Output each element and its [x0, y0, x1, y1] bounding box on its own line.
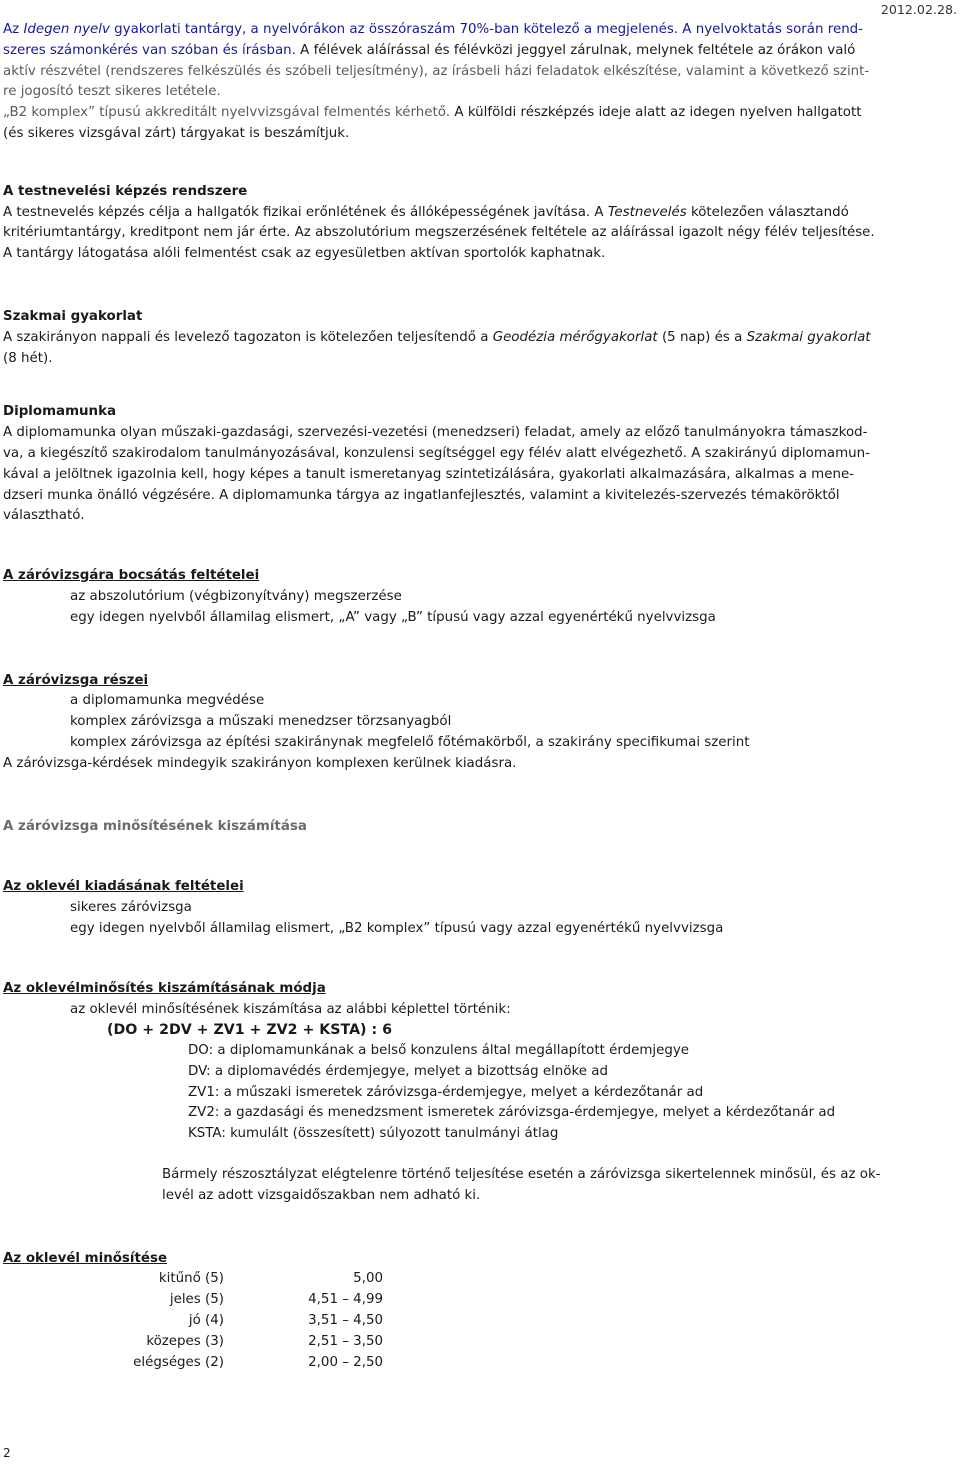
grade-row: közepes (3) 2,51 – 3,50: [146, 1333, 383, 1349]
list-item: az abszolutórium (végbizonyítvány) megszerzése: [70, 588, 402, 604]
section-heading: Szakmai gyakorlat: [3, 308, 143, 324]
grade-table: [3, 1269, 958, 1373]
list-item: komplex záróvizsga az építési szakiránynak megfelelő főtémakörből, a szakirány specifikumai szerint: [70, 734, 750, 750]
list-item: az oklevél minősítésének kiszámítása az alábbi képlettel történik:: [70, 1001, 511, 1017]
section-heading: A záróvizsga minősítésének kiszámítása: [3, 818, 307, 834]
list-item: a diplomamunka megvédése: [70, 693, 265, 709]
document-date: 2012.02.28.: [880, 2, 957, 17]
definition-item: KSTA: kumulált (összesített) súlyozott tanulmányi átlag: [188, 1126, 559, 1142]
grade-calculation-section: [3, 817, 958, 838]
grade-row: kitűnő (5) 5,00: [158, 1271, 383, 1287]
section-heading: Az oklevél kiadásának feltételei: [3, 879, 244, 895]
definition-item: ZV2: a gazdasági és menedzsment ismeretek záróvizsga-érdemjegye, melyet a kérdezőtanár ad: [188, 1105, 836, 1121]
diploma-issue-section: [3, 877, 958, 939]
grade-row: elégséges (2) 2,00 – 2,50: [133, 1354, 383, 1370]
section-heading: Diplomamunka: [3, 404, 117, 420]
thesis-section: Diplomamunka A diplomamunka olyan műszaki-gazdasági, szervezési-vezetési (menedzseri) feladat, amely az előző tanulmányokra támaszkod- va, a kiegészítő szakirodalom tanulmányozásával, konzulensi segítséggel egy félév alatt elvégezhető. A szakirányú diplomamun- kával a jelöltnek igazolnia kell, hogy képes a tanult ismeretanyag szintetizálására, gyakorlati alkalmazására, alkalmas a mene- dzseri munka önálló végzésére. A diplomamunka tárgya az ingatlanfejlesztés, valamint a kivitelezés-szervezés témaköröktől választható.: [3, 402, 958, 527]
language-paragraph: Az Idegen nyelv gyakorlati tantárgy, a nyelvórákon az összóraszám 70%-ban kötelező a megjelenés. A nyelvoktatás során rend- szeres számonkérés van szóban és írásban. A félévek aláírással és félévközi jeggyel zárulnak, melynek feltétele az órákon való aktív részvétel (rendszeres felkészülés és szóbeli teljesítmény), az írásbeli házi feladatok elkészítése, valamint a következő szint- re jogosító teszt sikeres letétele.: [3, 22, 870, 100]
definition-item: DV: a diplomavédés érdemjegye, melyet a bizottság elnöke ad: [188, 1063, 608, 1079]
list-item: egy idegen nyelvből államilag elismert, „B2 komplex” típusú vagy azzal egyenértékű nyelvvizsga: [70, 920, 724, 936]
section-heading: Az oklevélminősítés kiszámításának módja: [3, 980, 326, 996]
practice-section: Szakmai gyakorlat A szakirányon nappali és levelező tagozaton is kötelezően teljesítendő a Geodézia mérőgyakorlat (5 nap) és a Szakmai gyakorlat (8 hét).: [3, 307, 958, 369]
section-heading: A testnevelési képzés rendszere: [3, 183, 248, 199]
grades-section: [3, 1249, 958, 1374]
sport-section: A testnevelési képzés rendszere A testnevelés képzés célja a hallgatók fizikai erőnlétének és állóképességének javítása. A Testnevelés kötelezően választandó kritériumtantárgy, kreditpont nem jár érte. Az abszolutórium megszerzésének feltétele az aláírással igazolt négy félév teljesítése. A tantárgy látogatása alóli felmentést csak az egyesületben aktívan sportolók kaphatnak.: [3, 182, 958, 265]
grade-row: jeles (5) 4,51 – 4,99: [169, 1292, 383, 1308]
admission-section: [3, 566, 958, 628]
list-item: sikeres záróvizsga: [70, 900, 192, 916]
b2-paragraph: „B2 komplex” típusú akkreditált nyelvvizsgával felmentés kérhető. A külföldi részképzés ideje alatt az idegen nyelven hallgatott (és sikeres vizsgával zárt) tárgyakat is beszámítjuk.: [3, 105, 862, 141]
list-item: egy idegen nyelvből államilag elismert, „A” vagy „B” típusú vagy azzal egyenértékű nyelvvizsga: [70, 609, 716, 625]
formula: (DO + 2DV + ZV1 + ZV2 + KSTA) : 6: [107, 1022, 392, 1039]
definition-item: ZV1: a műszaki ismeretek záróvizsga-érdemjegye, melyet a kérdezőtanár ad: [188, 1084, 704, 1100]
exam-parts-section: A záróvizsga részei a diplomamunka megvédése komplex záróvizsga a műszaki menedzser törzsanyagból komplex záróvizsga az építési szakiránynak megfelelő főtémakörből, a szakirány specifikumai szerint A záróvizsga-kérdések mindegyik szakirányon komplexen kerülnek kiadásra.: [3, 671, 958, 775]
section-heading: A záróvizsgára bocsátás feltételei: [3, 568, 260, 584]
diploma-method-section: Az oklevélminősítés kiszámításának módja az oklevél minősítésének kiszámítása az alábbi képlettel történik: (DO + 2DV + ZV1 + ZV2 + KSTA) : 6 DO: a diplomamunkának a belső konzulens által megállapított érdemjegye DV: a diplomavédés érdemjegye, melyet a bizottság elnöke ad ZV1: a műszaki ismeretek záróvizsga-érdemjegye, melyet a kérdezőtanár ad ZV2: a gazdasági és menedzsment ismeretek záróvizsga-érdemjegye, melyet a kérdezőtanár ad KSTA: kumulált (összesített) súlyozott tanulmányi átlag Bármely részosztályzat elégtelenre történő teljesítése esetén a záróvizsga sikertelennek minősül, és az ok- levél az adott vizsgaidőszakban nem adható ki.: [3, 979, 958, 1207]
page-number: 2: [3, 1446, 11, 1460]
list-item: komplex záróvizsga a műszaki menedzser törzsanyagból: [70, 714, 452, 730]
definition-item: DO: a diplomamunkának a belső konzulens által megállapított érdemjegye: [188, 1043, 689, 1059]
grade-row: jó (4) 3,51 – 4,50: [188, 1313, 383, 1329]
section-heading: Az oklevél minősítése: [3, 1250, 168, 1266]
document-page: [3, 0, 958, 1373]
section-heading: A záróvizsga részei: [3, 672, 149, 688]
